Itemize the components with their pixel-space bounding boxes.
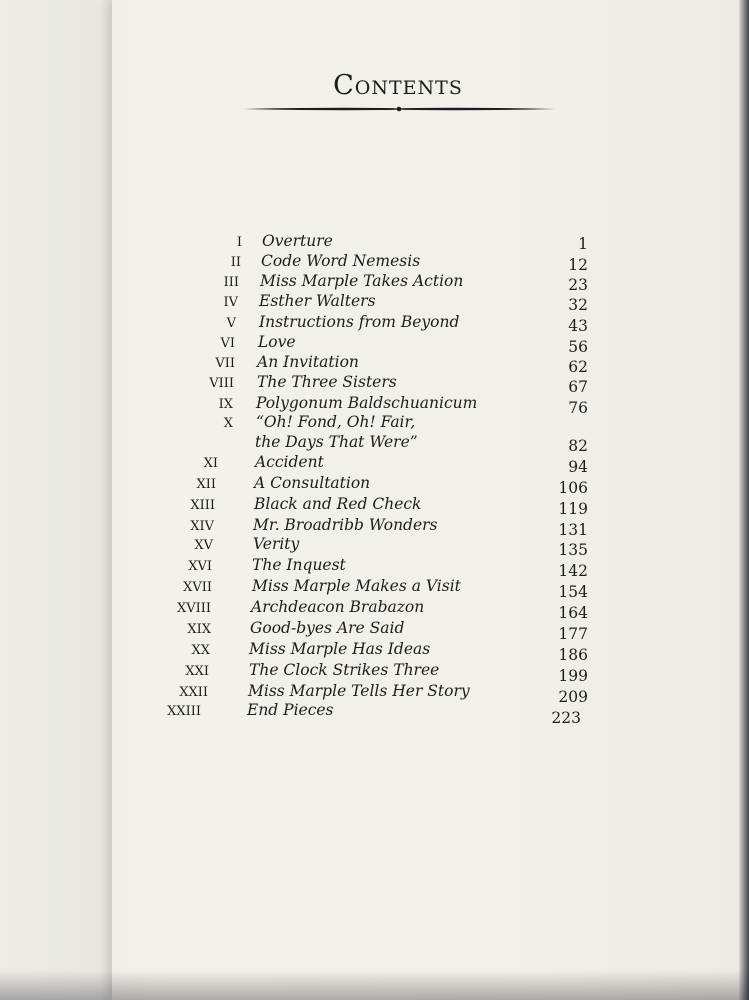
toc-row <box>0 373 749 396</box>
ornamental-rule <box>243 103 555 115</box>
toc-row <box>0 394 749 417</box>
toc-row <box>0 598 749 622</box>
chapter-title: “Oh! Fond, Oh! Fair, <box>256 413 416 431</box>
chapter-page: 199 <box>558 667 588 685</box>
chapter-title: Mr. Broadribb Wonders <box>253 516 438 534</box>
chapter-title: The Clock Strikes Three <box>249 661 440 679</box>
chapter-numeral: XXI <box>185 664 209 679</box>
chapter-page: 43 <box>568 317 588 335</box>
chapter-title: End Pieces <box>247 701 334 719</box>
chapter-numeral: X <box>223 416 233 431</box>
page-shadow <box>0 970 749 1000</box>
chapter-numeral: XVII <box>183 580 212 595</box>
chapter-numeral: XVIII <box>176 601 211 616</box>
chapter-numeral: I <box>236 235 242 250</box>
chapter-page: 164 <box>558 604 588 622</box>
chapter-page: 23 <box>568 276 588 294</box>
chapter-page: 56 <box>568 338 588 356</box>
chapter-title: Esther Walters <box>259 292 376 310</box>
chapter-page: 106 <box>558 479 588 497</box>
chapter-numeral: XV <box>194 538 213 553</box>
chapter-title: Polygonum Baldschuanicum <box>256 394 478 412</box>
chapter-title: The Inquest <box>252 556 346 574</box>
chapter-page: 82 <box>568 437 588 455</box>
chapter-numeral: XXII <box>179 685 208 700</box>
chapter-numeral: XVI <box>188 559 212 574</box>
chapter-numeral: VIII <box>209 376 234 391</box>
toc-row <box>0 474 749 497</box>
chapter-numeral: IV <box>223 295 238 310</box>
page-title: Contents <box>333 70 463 101</box>
toc-row <box>0 682 749 706</box>
chapter-page: 1 <box>578 235 588 253</box>
toc-row <box>0 535 749 559</box>
chapter-numeral: XII <box>196 477 216 492</box>
chapter-page: 154 <box>558 583 588 601</box>
toc-row <box>0 453 749 476</box>
chapter-page: 223 <box>551 709 581 727</box>
chapter-page: 186 <box>558 646 588 664</box>
chapter-numeral: XXIII <box>167 704 201 719</box>
toc-row <box>0 619 749 643</box>
chapter-page: 62 <box>568 358 588 376</box>
chapter-page: 135 <box>558 541 588 559</box>
toc-row <box>0 252 749 272</box>
toc-row <box>0 577 749 601</box>
chapter-numeral: VI <box>220 336 235 351</box>
chapter-page: 94 <box>568 458 588 476</box>
chapter-title: Miss Marple Tells Her Story <box>248 682 470 700</box>
chapter-title: Overture <box>262 232 333 250</box>
chapter-numeral: III <box>223 275 239 290</box>
chapter-title: A Consultation <box>254 474 371 492</box>
chapter-numeral: II <box>230 255 241 270</box>
chapter-numeral: IX <box>218 397 233 412</box>
toc-row <box>0 313 749 333</box>
chapter-numeral: VII <box>215 356 235 371</box>
chapter-title: Verity <box>253 535 300 553</box>
chapter-numeral: XIII <box>190 498 215 513</box>
chapter-title: Instructions from Beyond <box>259 313 460 331</box>
chapter-page: 119 <box>558 500 588 518</box>
chapter-title: The Three Sisters <box>257 373 397 391</box>
toc-row <box>0 495 749 518</box>
toc-row <box>0 701 749 727</box>
toc-row <box>0 640 749 664</box>
chapter-title: Accident <box>255 453 324 471</box>
toc-row <box>0 661 749 685</box>
toc-row <box>0 516 749 539</box>
chapter-page: 32 <box>568 296 588 314</box>
toc-row <box>0 292 749 312</box>
chapter-numeral: XIX <box>187 622 211 637</box>
chapter-numeral: XI <box>203 456 218 471</box>
chapter-title-continued: the Days That Were” <box>255 433 418 451</box>
chapter-title: Archdeacon Brabazon <box>251 598 425 616</box>
toc-row <box>0 333 749 356</box>
chapter-title: Good-byes Are Said <box>250 619 405 637</box>
toc-row <box>0 556 749 580</box>
chapter-page: 177 <box>558 625 588 643</box>
chapter-title: Code Word Nemesis <box>261 252 421 270</box>
chapter-title: Miss Marple Has Ideas <box>249 640 431 658</box>
chapter-numeral: XX <box>191 643 210 658</box>
chapter-title: Black and Red Check <box>254 495 422 513</box>
toc-row <box>0 413 749 455</box>
chapter-page: 76 <box>568 399 588 417</box>
toc-row <box>0 353 749 376</box>
chapter-title: An Invitation <box>257 353 359 371</box>
chapter-title: Miss Marple Makes a Visit <box>252 577 461 595</box>
toc-row <box>0 232 749 252</box>
chapter-page: 12 <box>568 256 588 274</box>
chapter-page: 67 <box>568 378 588 396</box>
chapter-title: Miss Marple Takes Action <box>260 272 464 290</box>
chapter-page: 209 <box>558 688 588 706</box>
toc-row <box>0 272 749 292</box>
chapter-numeral: XIV <box>190 519 214 534</box>
chapter-numeral: V <box>226 316 236 331</box>
chapter-page: 142 <box>558 562 588 580</box>
chapter-page: 131 <box>558 521 588 539</box>
chapter-title: Love <box>258 333 296 351</box>
